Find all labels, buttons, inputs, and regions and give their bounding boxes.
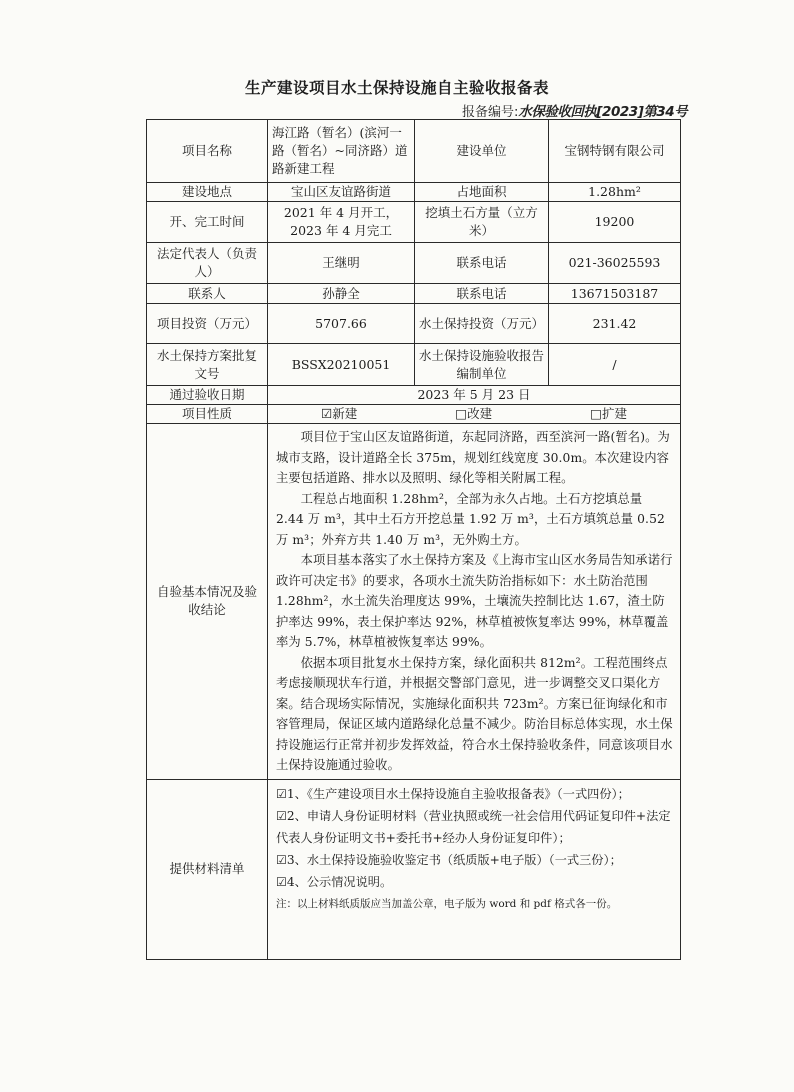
materials-label: 提供材料清单 [147, 779, 268, 959]
period-label: 开、完工时间 [147, 202, 268, 243]
materials-item: ☑2、申请人身份证明材料（营业执照或统一社会信用代码证复印件+法定代表人身份证明文书+委托书+经办人身份证复印件）； [276, 808, 671, 845]
location-label: 建设地点 [147, 183, 268, 202]
filing-form-table [146, 119, 681, 960]
approval-label: 水土保持方案批复文号 [147, 344, 268, 386]
row-materials [147, 779, 681, 959]
period-value [268, 202, 415, 243]
self-check-content [268, 424, 681, 780]
location-value: 宝山区友谊路街道 [268, 183, 415, 202]
earthwork-label: 挖填土石方量（立方米） [415, 202, 549, 243]
project-name-label: 项目名称 [147, 120, 268, 183]
report-unit-label: 水土保持设施验收报告编制单位 [415, 344, 549, 386]
materials-note: 注：以上材料纸质版应当加盖公章，电子版为 word 和 pdf 格式各一份。 [276, 897, 618, 910]
nature-label: 项目性质 [147, 405, 268, 424]
contact-label: 联系人 [147, 284, 268, 304]
period-end: 2023 年 4 月完工 [290, 223, 392, 238]
self-check-paragraph: 项目位于宝山区友谊路街道，东起同济路，西至滨河一路(暂名)。为城市支路，设计道路全长 375m，规划红线宽度 30.0m。本次建设内容主要包括道路、排水以及照明、绿化等相关附属工程。 [276, 430, 670, 485]
period-start: 2021 年 4 月开工， [283, 205, 399, 220]
contact-value: 孙静全 [268, 284, 415, 304]
area-value: 1.28hm² [549, 183, 681, 202]
record-number-label: 报备编号: [462, 105, 519, 120]
row-project-name [147, 120, 681, 183]
row-nature [147, 405, 681, 424]
project-name-value: 海江路（暂名）(滨河一路（暂名）~同济路）道路新建工程 [268, 120, 415, 183]
document-title: 生产建设项目水土保持设施自主验收报备表 [244, 79, 549, 97]
materials-list [268, 779, 681, 959]
row-approval [147, 344, 681, 386]
row-contact [147, 284, 681, 304]
self-check-label: 自验基本情况及验收结论 [147, 424, 268, 780]
approval-value: BSSX20210051 [268, 344, 415, 386]
accept-date-value: 2023 年 5 月 23 日 [268, 386, 681, 405]
phone2-label: 联系电话 [415, 284, 549, 304]
phone1-value: 021-36025593 [549, 243, 681, 284]
nature-option-expand: □扩建 [590, 406, 627, 421]
area-label: 占地面积 [415, 183, 549, 202]
nature-option-rebuild: □改建 [455, 406, 493, 421]
sw-investment-label: 水土保持投资（万元） [415, 304, 549, 344]
nature-options [268, 405, 681, 424]
legal-rep-value: 王继明 [268, 243, 415, 284]
legal-rep-label: 法定代表人（负责人） [147, 243, 268, 284]
earthwork-value: 19200 [549, 202, 681, 243]
record-number [462, 100, 687, 120]
row-period [147, 202, 681, 243]
row-location [147, 183, 681, 202]
investment-label: 项目投资（万元） [147, 304, 268, 344]
sw-investment-value: 231.42 [549, 304, 681, 344]
builder-label: 建设单位 [415, 120, 549, 183]
phone1-label: 联系电话 [415, 243, 549, 284]
row-accept-date [147, 386, 681, 405]
nature-option-new: ☑新建 [321, 406, 358, 421]
record-number-value: 水保验收回执[2023]第34号 [518, 104, 688, 120]
materials-item: ☑3、水土保持设施验收鉴定书（纸质版+电子版）（一式三份）； [276, 852, 622, 867]
self-check-paragraph: 依据本项目批复水土保持方案，绿化面积共 812m²。工程范围终点考虑接顺现状车行道，并根据交警部门意见，进一步调整交叉口渠化方案。结合现场实际情况，实施绿化面积共 723m²。方案已征询绿化和市容管理局，保证区域内道路绿化总量不减少。防治目标总体实现，水土保持设施运行正常并初步发挥效益，符合水土保持验收条件，同意该项目水土保持设施通过验收。 [276, 655, 673, 772]
accept-date-label: 通过验收日期 [147, 386, 268, 405]
self-check-paragraph: 工程总占地面积 1.28hm²，全部为永久占地。土石方挖填总量 2.44 万 m³，其中土石方开挖总量 1.92 万 m³，土石方填筑总量 0.52 万 m³；外弃方共 1.40 万 m³，无外购土方。 [276, 491, 665, 547]
report-unit-value: / [549, 344, 681, 386]
row-self-check [147, 424, 681, 780]
row-investment [147, 304, 681, 344]
builder-value: 宝钢特钢有限公司 [549, 120, 681, 183]
materials-item: ☑1、《生产建设项目水土保持设施自主验收报备表》（一式四份）； [276, 786, 630, 801]
row-legal-rep [147, 243, 681, 284]
materials-item: ☑4、公示情况说明。 [276, 874, 393, 889]
self-check-paragraph: 本项目基本落实了水土保持方案及《上海市宝山区水务局告知承诺行政许可决定书》的要求，各项水土流失防治指标如下：水土防治范围 1.28hm²，水土流失治理度达 99%，土壤流失控制比达 1.67，渣土防护率达 99%，表土保护率达 92%，林草植被恢复率达 99%，林草覆盖率为 5.7%，林草植被恢复率达 99%。 [276, 553, 673, 649]
phone2-value: 13671503187 [549, 284, 681, 304]
investment-value: 5707.66 [268, 304, 415, 344]
